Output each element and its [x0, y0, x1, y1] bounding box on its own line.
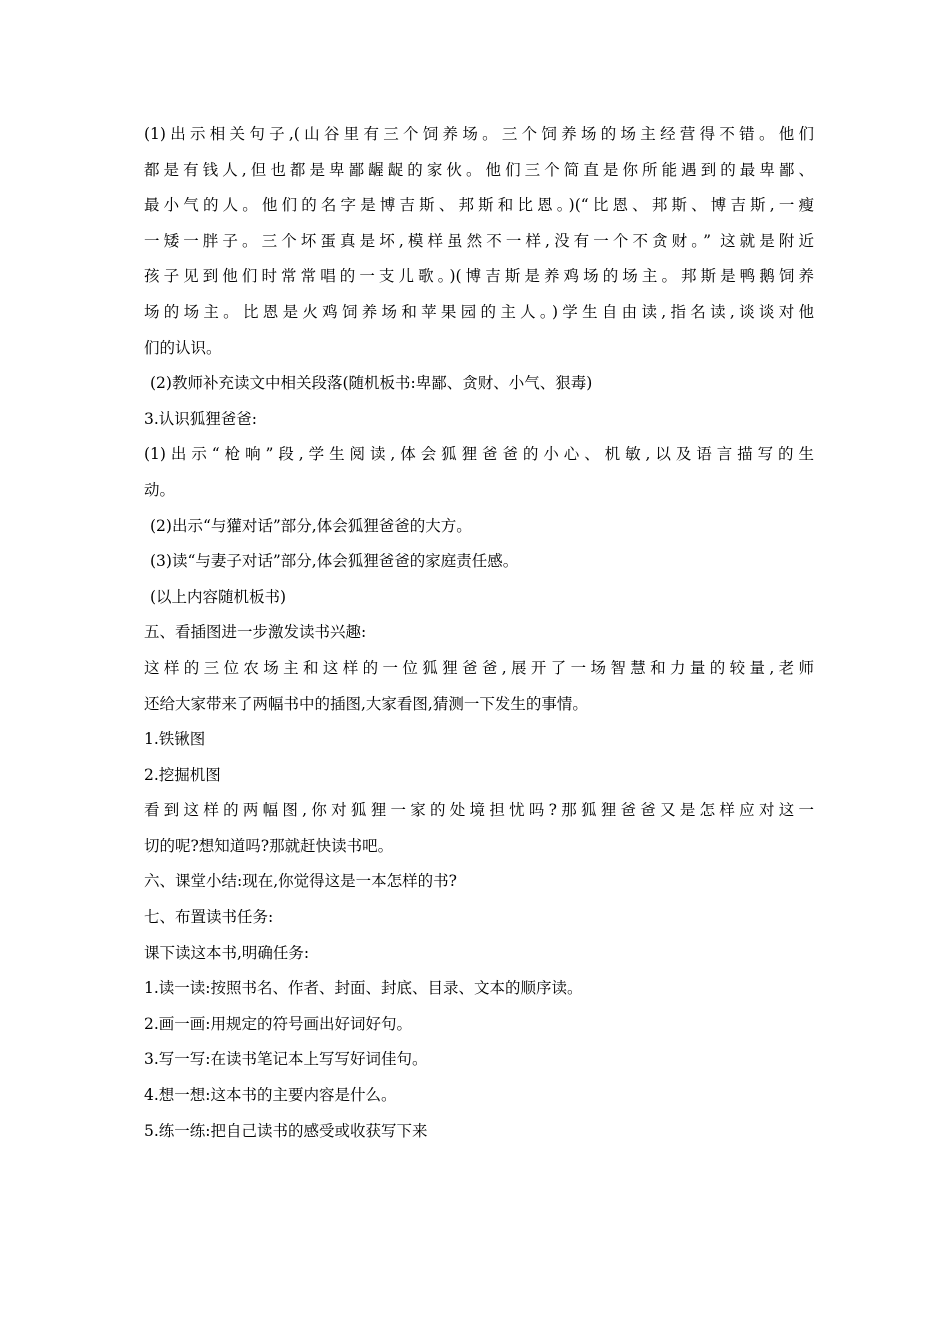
list-item: 1.读一读:按照书名、作者、封面、封底、目录、文本的顺序读。	[144, 979, 583, 998]
list-item: 5.练一练:把自己读书的感受或收获写下来	[144, 1121, 428, 1140]
text-line: 看到这样的两幅图,你对狐狸一家的处境担忧吗?那狐狸爸爸又是怎样应对这一	[144, 801, 814, 820]
text-line: 切的呢?想知道吗?那就赶快读书吧。	[144, 836, 394, 855]
list-item: 3.写一写:在读书笔记本上写写好词佳句。	[144, 1050, 428, 1069]
text-line: 一矮一胖子。三个坏蛋真是坏,模样虽然不一样,没有一个不贪财。” 这就是附近	[144, 231, 814, 250]
text-line: 还给大家带来了两幅书中的插图,大家看图,猜测一下发生的事情。	[144, 694, 588, 713]
text-line: (1)出示相关句子,(山谷里有三个饲养场。三个饲养场的场主经营得不错。他们	[144, 125, 814, 143]
text-line: (以上内容随机板书)	[150, 587, 287, 606]
text-line: 都是有钱人,但也都是卑鄙龌龊的家伙。他们三个简直是你所能遇到的最卑鄙、	[144, 160, 814, 179]
section-heading: 七、布置读书任务:	[144, 908, 274, 927]
list-item: 2.挖掘机图	[144, 765, 221, 784]
text-line: 课下读这本书,明确任务:	[144, 943, 310, 962]
text-line: 最小气的人。他们的名字是博吉斯、邦斯和比恩。)(“比恩、邦斯、博吉斯,一瘦	[144, 196, 814, 215]
text-line: 这样的三位农场主和这样的一位狐狸爸爸,展开了一场智慧和力量的较量,老师	[144, 658, 814, 677]
document-body	[144, 117, 814, 1149]
section-heading: 六、课堂小结:现在,你觉得这是一本怎样的书?	[144, 872, 457, 891]
text-line: (3)读“与妻子对话”部分,体会狐狸爸爸的家庭责任感。	[150, 552, 519, 571]
text-line: (2)出示“与獾对话”部分,体会狐狸爸爸的大方。	[150, 516, 472, 535]
text-line: (2)教师补充读文中相关段落(随机板书:卑鄙、贪财、小气、狠毒)	[150, 374, 593, 393]
section-heading: 3.认识狐狸爸爸:	[144, 409, 258, 428]
section-heading: 五、看插图进一步激发读书兴趣:	[144, 623, 367, 642]
text-line: 动。	[144, 480, 176, 499]
list-item: 2.画一画:用规定的符号画出好词好句。	[144, 1014, 413, 1033]
list-item: 1.铁锹图	[144, 730, 206, 749]
text-line: 场的场主。比恩是火鸡饲养场和苹果园的主人。)学生自由读,指名读,谈谈对他	[144, 302, 814, 321]
text-line: (1)出示“枪响”段,学生阅读,体会狐狸爸爸的小心、机敏,以及语言描写的生	[144, 445, 814, 464]
text-line: 们的认识。	[144, 338, 222, 357]
list-item: 4.想一想:这本书的主要内容是什么。	[144, 1086, 397, 1105]
text-line: 孩子见到他们时常常唱的一支儿歌。)(博吉斯是养鸡场的场主。邦斯是鸭鹅饲养	[144, 267, 814, 286]
document-page	[144, 117, 814, 1149]
